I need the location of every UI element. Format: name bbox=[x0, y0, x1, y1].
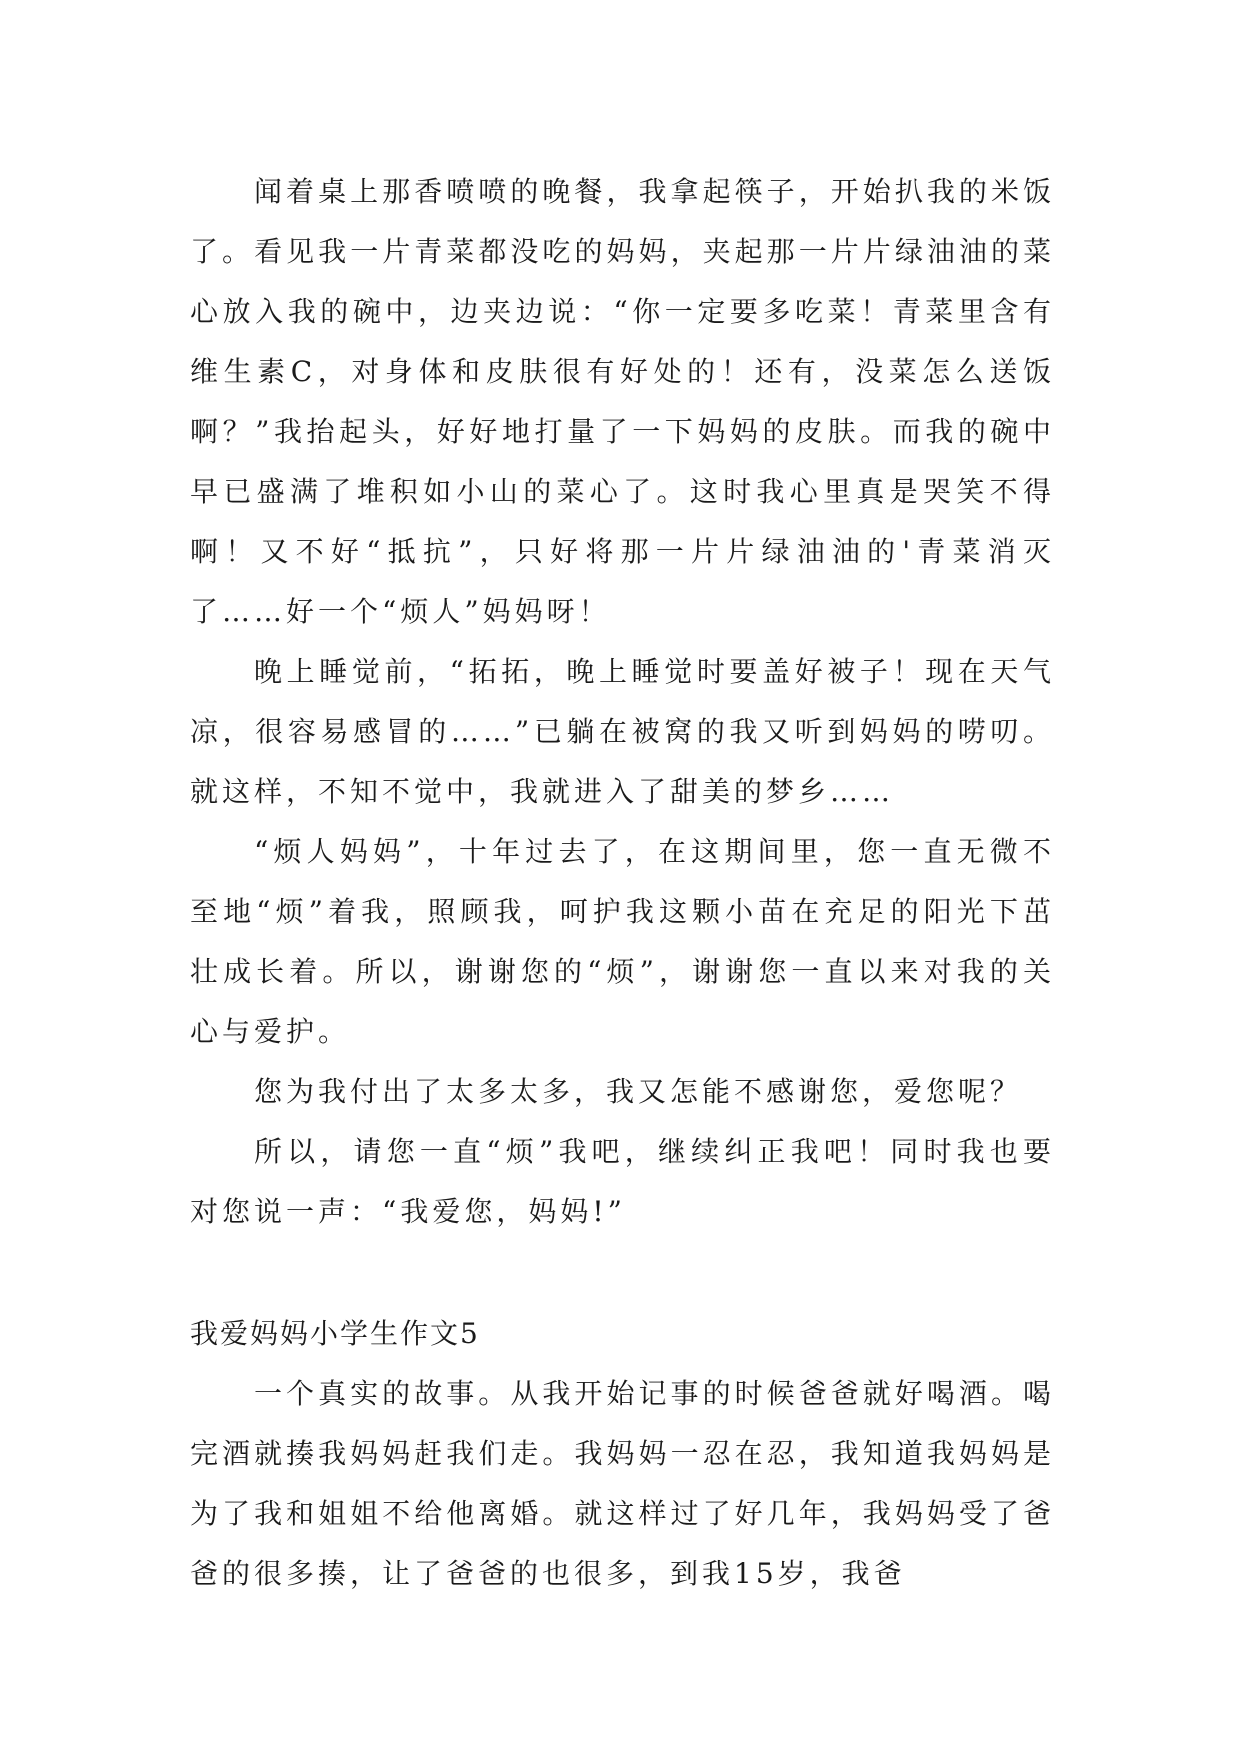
document-page bbox=[190, 162, 1055, 1604]
paragraph-dinner: 闻着桌上那香喷喷的晚餐，我拿起筷子，开始扒我的米饭了。看见我一片青菜都没吃的妈妈，夹起那一片片绿油油的菜心放入我的碗中，边夹边说：“你一定要多吃菜！青菜里含有维生素C，对身体和皮肤很有好处的！还有，没菜怎么送饭啊？”我抬起头，好好地打量了一下妈妈的皮肤。而我的碗中早已盛满了堆积如小山的菜心了。这时我心里真是哭笑不得啊！又不好“抵抗”，只好将那一片片绿油油的'青菜消灭了……好一个“烦人”妈妈呀！ bbox=[190, 175, 1055, 628]
section-title: 我爱妈妈小学生作文5 bbox=[190, 1317, 480, 1350]
paragraph-closing: 所以，请您一直“烦”我吧，继续纠正我吧！同时我也要对您说一声：“我爱您，妈妈!” bbox=[190, 1135, 1055, 1228]
paragraph-ten-years: “烦人妈妈”，十年过去了，在这期间里，您一直无微不至地“烦”着我，照顾我，呵护我这颗小苗在充足的阳光下茁壮成长着。所以，谢谢您的“烦”，谢谢您一直以来对我的关心与爱护。 bbox=[190, 835, 1055, 1048]
paragraph-bedtime: 晚上睡觉前，“拓拓，晚上睡觉时要盖好被子！现在天气凉，很容易感冒的……”已躺在被窝的我又听到妈妈的唠叨。就这样，不知不觉中，我就进入了甜美的梦乡…… bbox=[190, 655, 1055, 808]
paragraph-true-story: 一个真实的故事。从我开始记事的时候爸爸就好喝酒。喝完酒就揍我妈妈赶我们走。我妈妈一忍在忍，我知道我妈妈是为了我和姐姐不给他离婚。就这样过了好几年，我妈妈受了爸爸的很多揍，让了爸爸的也很多，到我15岁，我爸 bbox=[190, 1377, 1055, 1590]
paragraph-thanks: 您为我付出了太多太多，我又怎能不感谢您，爱您呢？ bbox=[254, 1075, 1023, 1108]
